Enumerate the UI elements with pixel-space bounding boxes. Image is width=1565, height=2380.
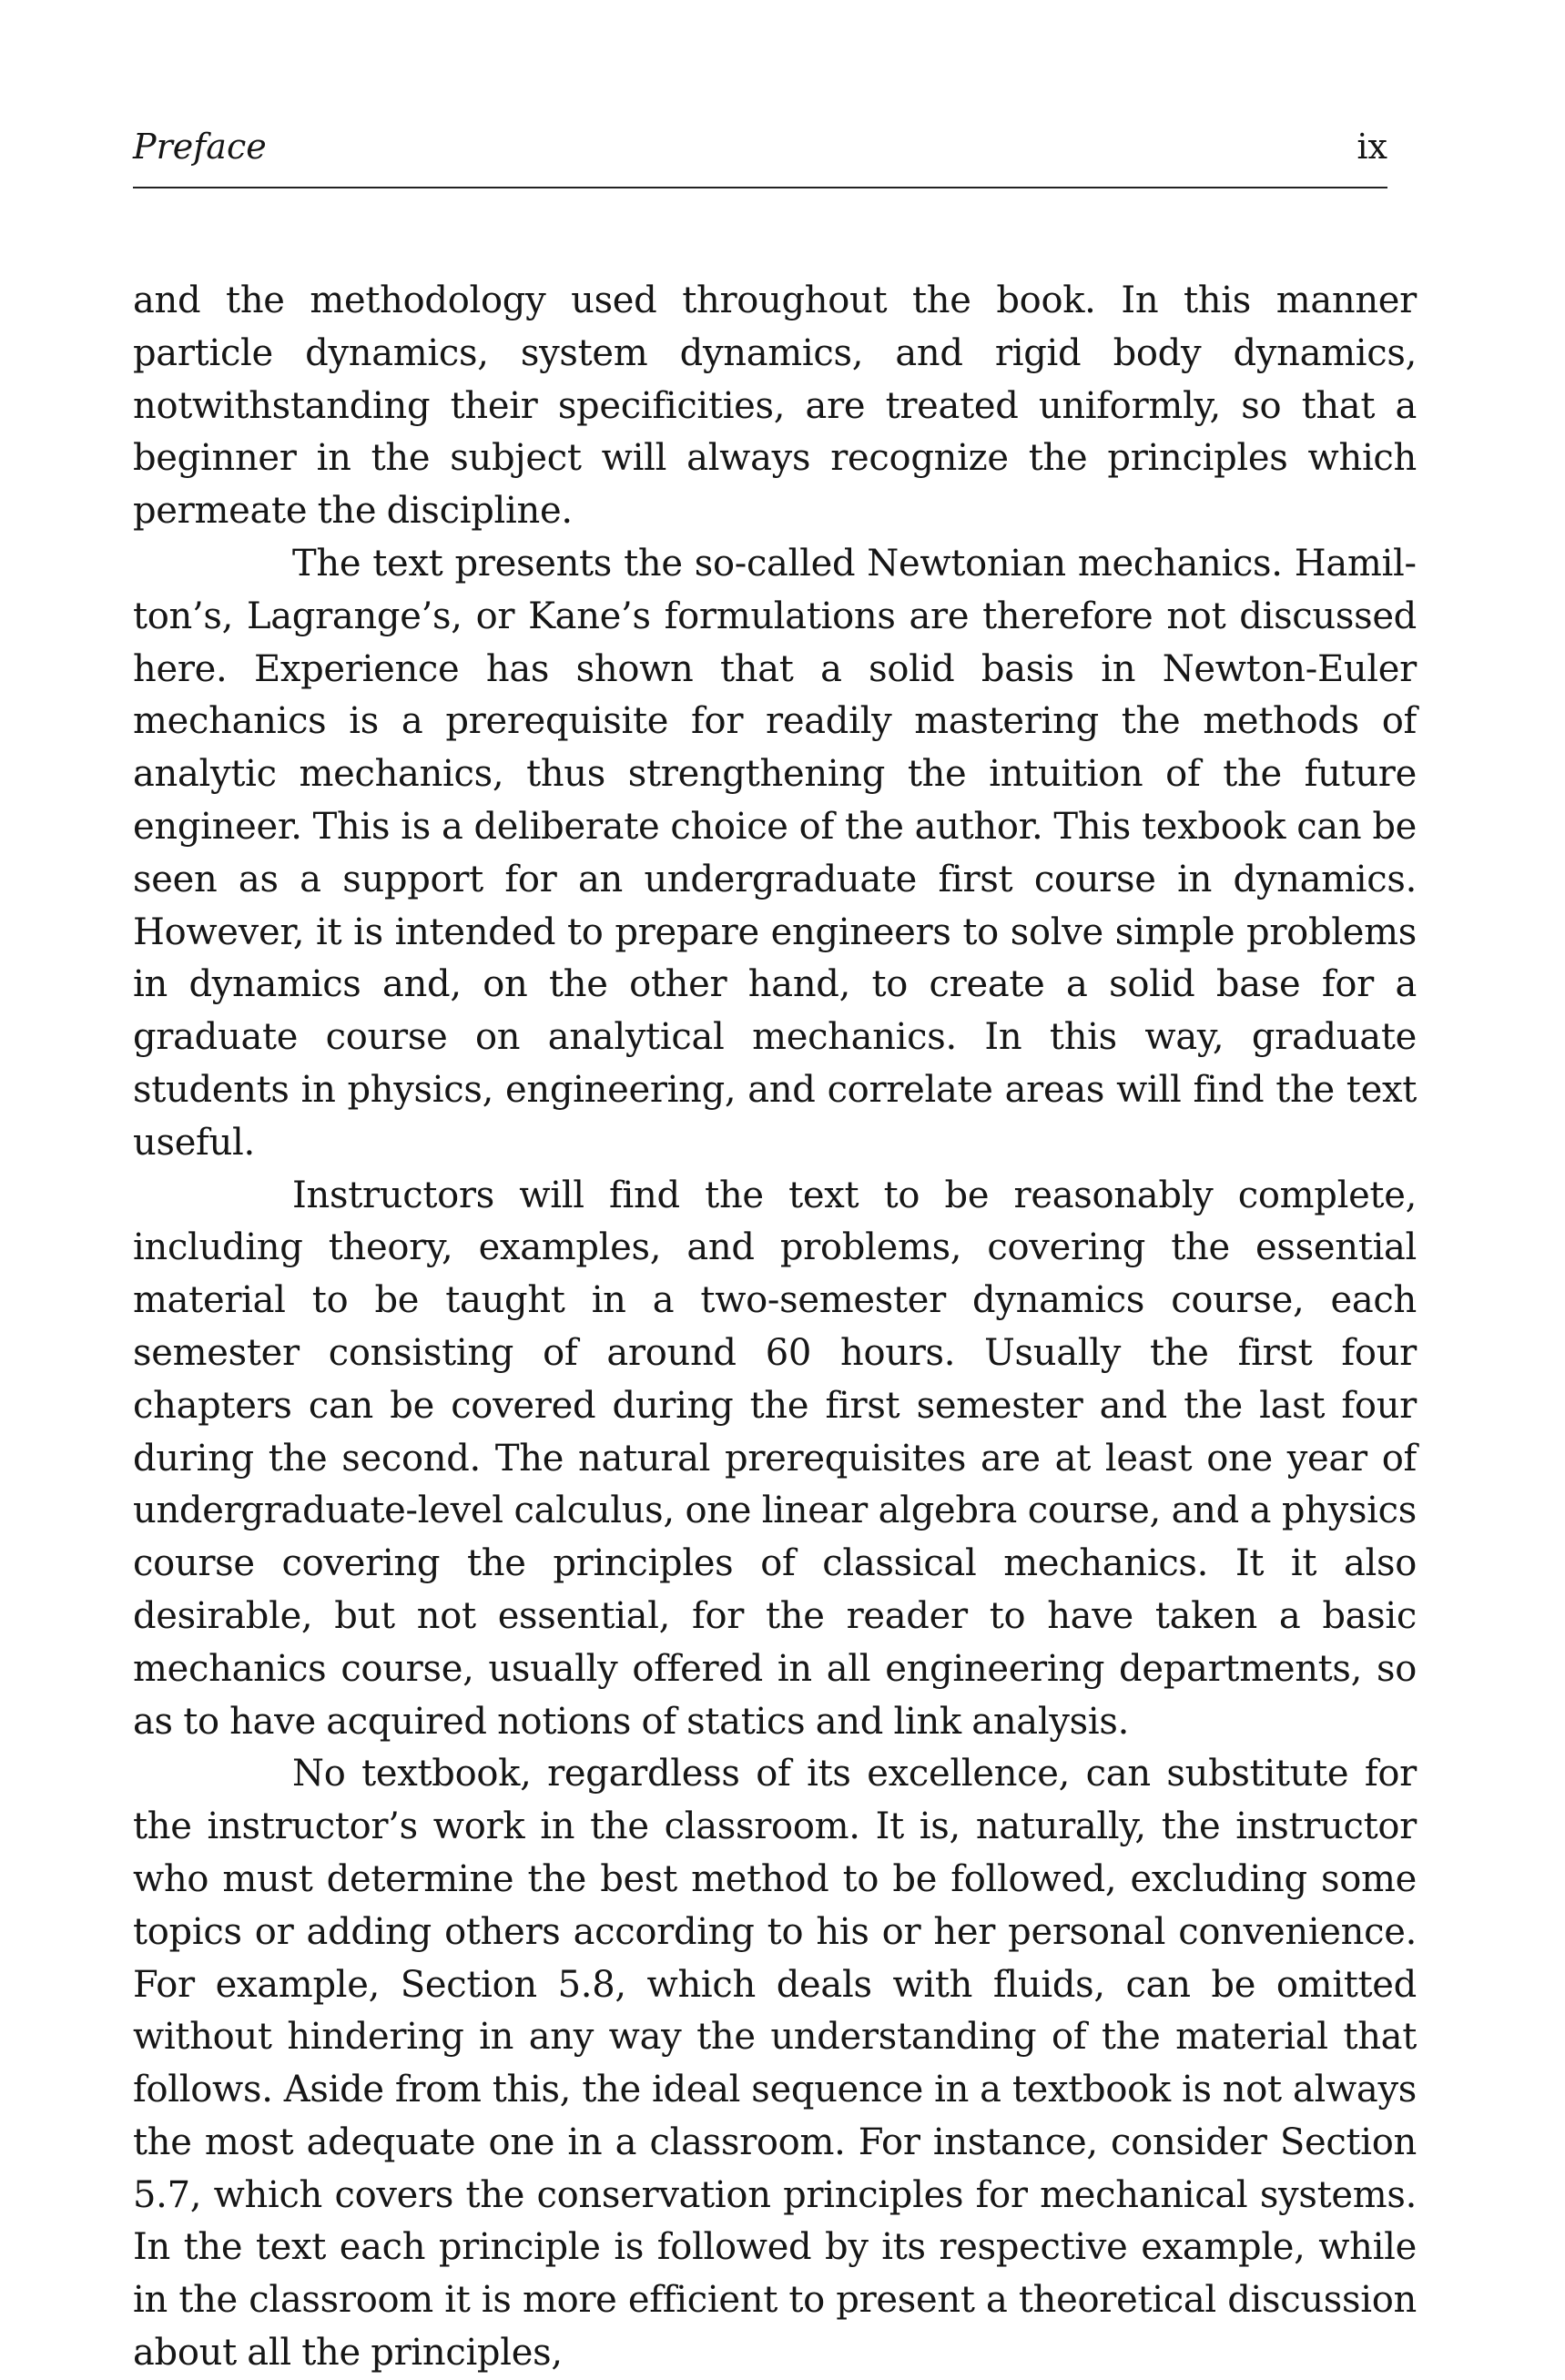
paragraph-2: The text presents the so-called Newtonian mechanics. Hamilton’s, Lagrange’s, or Kane’s formulations are therefore not discussed here. Experience has shown that a solid basis in Newton-Euler mechanics is a prerequisite for readily mastering the methods of analytic mechanics, thus strengthening the intuition of the future engineer. This is a deliberate choice of the author. This texbook can be seen as a support for an undergraduate first course in dynamics. However, it is intended to prepare engineers to solve simple problems in dynamics and, on the other hand, to create a solid base for a graduate course on analytical mechanics. In this way, graduate students in physics, engineering, and correlate areas will find the text useful.: [133, 542, 1417, 1164]
running-title: Preface: [133, 127, 267, 167]
page-number: ix: [1357, 127, 1387, 167]
page-body: [133, 275, 1417, 2380]
running-header: [133, 123, 1387, 188]
paragraph-4: No textbook, regardless of its excellence, can substitute for the instructor’s work in the classroom. It is, naturally, the instructor who must determine the best method to be followed, excluding some topics or adding others according to his or her personal convenience. For example, Section 5.8, which deals with fluids, can be omitted without hindering in any way the understanding of the material that follows. Aside from this, the ideal sequence in a textbook is not always the most adequate one in a classroom. For instance, consider Section 5.7, which covers the conservation principles for mechanical systems. In the text each principle is followed by its respective example, while in the classroom it is more efficient to present a theoretical discussion about all the principles,: [133, 1753, 1417, 2375]
paragraph-1: and the methodology used throughout the book. In this manner particle dynamics, system dynamics, and rigid body dynamics, notwithstanding their specificities, are treated uniformly, so that a beginner in the subject will always recognize the principles which permeate the discipline.: [133, 280, 1417, 533]
paragraph-3: Instructors will find the text to be reasonably complete, including theory, examples, and problems, covering the essential material to be taught in a two-semester dynamics course, each semester consisting of around 60 hours. Usually the first four chapters can be covered during the first semester and the last four during the second. The natural prerequisites are at least one year of undergraduate-level calculus, one linear algebra course, and a physics course covering the principles of classical mechanics. It it also desirable, but not essential, for the reader to have taken a basic mechanics course, usually offered in all engineering departments, so as to have acquired notions of statics and link analysis.: [133, 1174, 1417, 1743]
